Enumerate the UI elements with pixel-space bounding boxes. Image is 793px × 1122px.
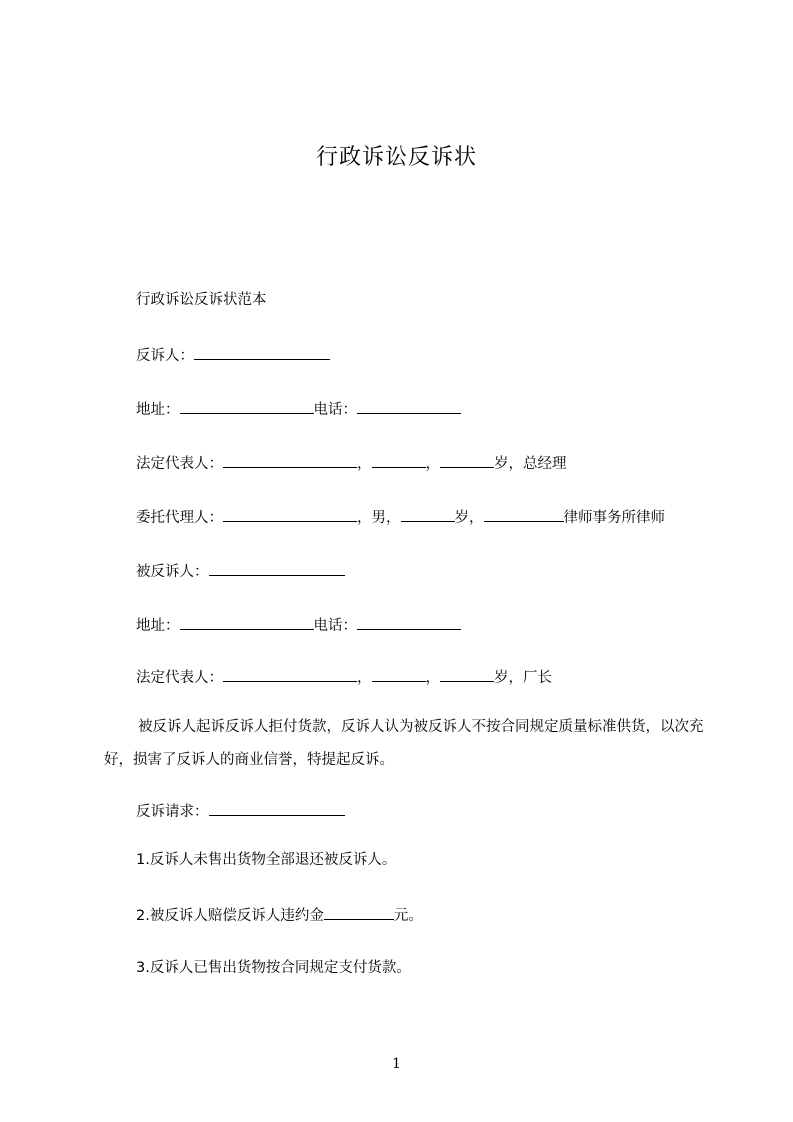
- agent-firm-blank: [484, 506, 564, 522]
- agent-name-blank: [223, 506, 357, 522]
- address2-blank: [180, 614, 314, 630]
- page-number: 1: [392, 1056, 401, 1072]
- legal-rep2-age-blank: [440, 666, 494, 682]
- agent-line: [136, 506, 665, 528]
- facts-paragraph: 被反诉人起诉反诉人拒付货款，反诉人认为被反诉人不按合同规定质量标准供货，以次充好，损害了反诉人的商业信誉，特提起反诉。: [104, 719, 704, 768]
- legal-rep2-age-suffix: 岁，厂长: [494, 670, 552, 686]
- agent-label: 委托代理人：: [136, 510, 223, 526]
- counterclaimant-blank: [194, 344, 330, 360]
- claims-blank: [209, 800, 345, 816]
- address1-line: [136, 398, 461, 420]
- address1-blank: [180, 398, 314, 414]
- claims-label: 反诉请求：: [136, 804, 209, 820]
- address2-line: [136, 614, 461, 636]
- legal-rep2-label: 法定代表人：: [136, 670, 223, 686]
- agent-age-suffix: 岁，: [454, 510, 484, 526]
- claim-item-2-suffix: 元。: [393, 908, 423, 924]
- defendant-line: [136, 560, 345, 582]
- legal-rep1-line: [136, 452, 567, 474]
- document-subtitle: 行政诉讼反诉状范本: [136, 292, 267, 308]
- legal-rep1-name-blank: [223, 452, 357, 468]
- legal-rep1-age-suffix: 岁，总经理: [494, 456, 567, 472]
- agent-age-blank: [401, 506, 455, 522]
- claim-item-3: 3.反诉人已售出货物按合同规定支付货款。: [136, 960, 411, 976]
- defendant-blank: [209, 560, 345, 576]
- legal-rep2-gender-blank: [372, 666, 426, 682]
- phone1-label: 电话：: [313, 402, 357, 418]
- counterclaimant-line: [136, 344, 330, 366]
- legal-rep2-name-blank: [223, 666, 357, 682]
- legal-rep2-line: [136, 666, 552, 688]
- phone2-blank: [357, 614, 461, 630]
- legal-rep1-sep2: ，: [425, 456, 440, 472]
- legal-rep1-sep1: ，: [357, 456, 372, 472]
- defendant-label: 被反诉人：: [136, 564, 209, 580]
- address1-label: 地址：: [136, 402, 180, 418]
- claim-item-2-amount-blank: [324, 904, 394, 920]
- phone2-label: 电话：: [313, 618, 357, 634]
- counterclaimant-label: 反诉人：: [136, 348, 194, 364]
- document-title: 行政诉讼反诉状: [315, 145, 477, 170]
- agent-gender: ，男，: [357, 510, 401, 526]
- legal-rep1-age-blank: [440, 452, 494, 468]
- legal-rep2-sep2: ，: [425, 670, 440, 686]
- legal-rep2-sep1: ，: [357, 670, 372, 686]
- claims-line: [136, 800, 345, 822]
- legal-rep1-gender-blank: [372, 452, 426, 468]
- agent-firm-suffix: 律师事务所律师: [563, 510, 665, 526]
- address2-label: 地址：: [136, 618, 180, 634]
- claim-item-2-prefix: 2.被反诉人赔偿反诉人违约金: [136, 908, 324, 924]
- legal-rep1-label: 法定代表人：: [136, 456, 223, 472]
- claim-item-1: 1.反诉人未售出货物全部退还被反诉人。: [136, 852, 397, 868]
- phone1-blank: [357, 398, 461, 414]
- claim-item-2: [136, 904, 423, 926]
